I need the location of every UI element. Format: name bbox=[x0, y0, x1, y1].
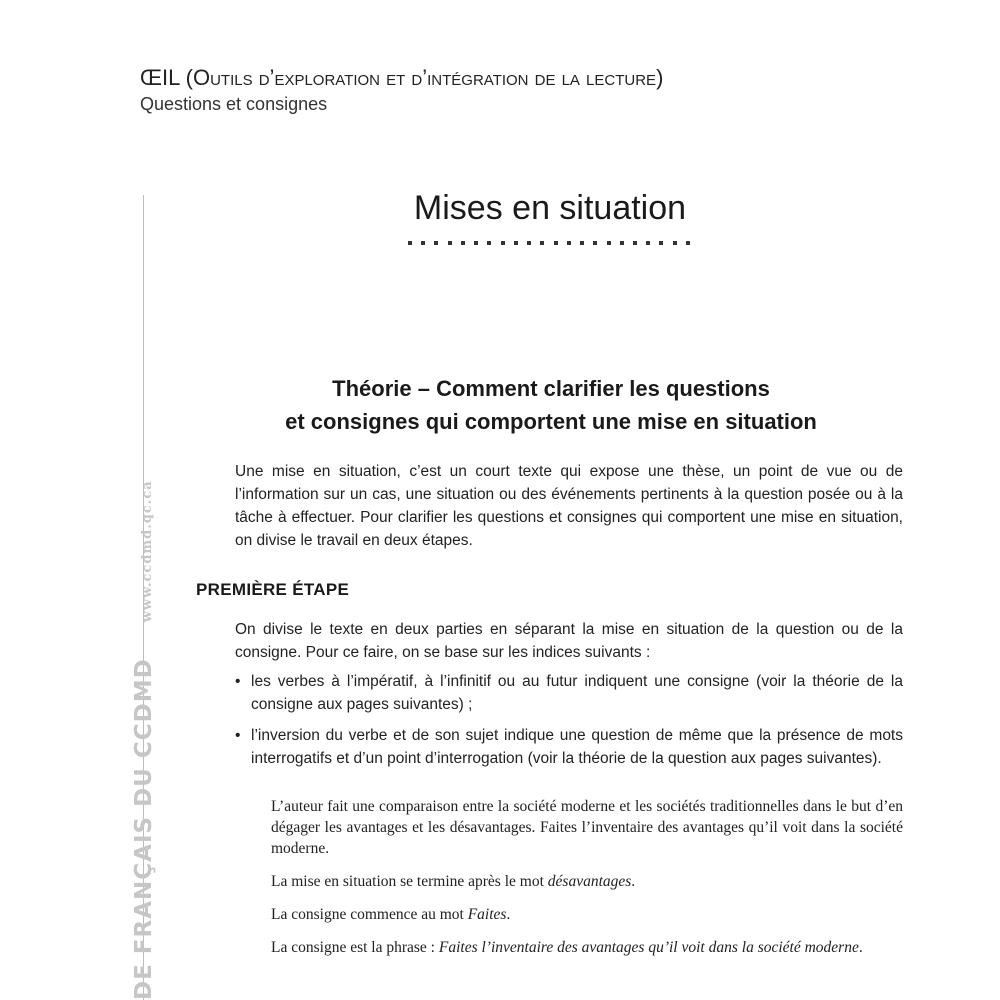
series-full-name: Outils d’exploration et d’intégration de la lecture bbox=[192, 65, 657, 90]
theory-body bbox=[235, 460, 903, 552]
page-title: Mises en situation bbox=[413, 189, 687, 227]
example-line-1: La mise en situation se termine après le mot désavantages. bbox=[271, 873, 636, 890]
step1-heading: PREMIÈRE ÉTAPE bbox=[196, 580, 350, 599]
example-quote: Faites l’inventaire des avantages qu’il voit dans la société moderne bbox=[438, 939, 859, 956]
theory-heading-line2: et consignes qui comportent une mise en situation bbox=[285, 409, 817, 434]
step1-bullet-list bbox=[235, 670, 903, 770]
document-header bbox=[140, 64, 840, 116]
example-line-3: La consigne est la phrase : Faites l’inventaire des avantages qu’il voit dans la société moderne. bbox=[271, 939, 863, 956]
title-dotted-rule bbox=[408, 236, 690, 250]
bullet-icon: • bbox=[235, 673, 241, 690]
step1-body bbox=[235, 618, 903, 770]
sidebar-watermark bbox=[131, 480, 157, 1000]
series-title: ŒIL (Outils d’exploration et d’intégration de la lecture) bbox=[140, 65, 664, 90]
series-subtitle: Questions et consignes bbox=[140, 94, 328, 114]
list-item bbox=[235, 724, 903, 770]
sidebar-url: www.ccdmd.qc.ca bbox=[140, 480, 155, 623]
series-name: ŒIL bbox=[140, 65, 180, 90]
step1-intro-paragraph: On divise le texte en deux parties en séparant la mise en situation de la question ou de la consigne. Pour ce faire, on se base sur les indices suivants : bbox=[235, 621, 903, 661]
example-passage: L’auteur fait une comparaison entre la société moderne et les sociétés traditionnelles dans le but d’en dégager les avantages et les désavantages. Faites l’inventaire des avantages qu’il voit dans la société moderne. bbox=[271, 798, 903, 857]
theory-heading-line1: Théorie – Comment clarifier les questions bbox=[332, 376, 770, 401]
sidebar-brand: DE FRANÇAIS DU CCDMD bbox=[131, 658, 157, 1000]
example-keyword: désavantages bbox=[547, 873, 632, 890]
example-line-2: La consigne commence au mot Faites. bbox=[271, 906, 511, 923]
main-content bbox=[196, 372, 906, 970]
theory-heading bbox=[196, 372, 906, 438]
bullet-icon: • bbox=[235, 727, 241, 744]
list-item-text: l’inversion du verbe et de son sujet indique une question de même que la présence de mots interrogatifs et d’un point d’interrogation (voir la théorie de la question aux pages suivantes). bbox=[251, 727, 903, 767]
list-item bbox=[235, 670, 903, 716]
theory-intro-paragraph: Une mise en situation, c’est un court texte qui expose une thèse, un point de vue ou de l’information sur un cas, une situation ou des événements pertinents à la question posée ou à la tâche à effectuer. Pour clarifier les questions et consignes qui comportent une mise en situation, on divise le travail en deux étapes. bbox=[235, 463, 903, 549]
example-block bbox=[271, 796, 903, 958]
list-item-text: les verbes à l’impératif, à l’infinitif ou au futur indiquent une consigne (voir la théorie de la consigne aux pages suivantes) ; bbox=[251, 673, 903, 713]
example-keyword: Faites bbox=[467, 906, 507, 923]
